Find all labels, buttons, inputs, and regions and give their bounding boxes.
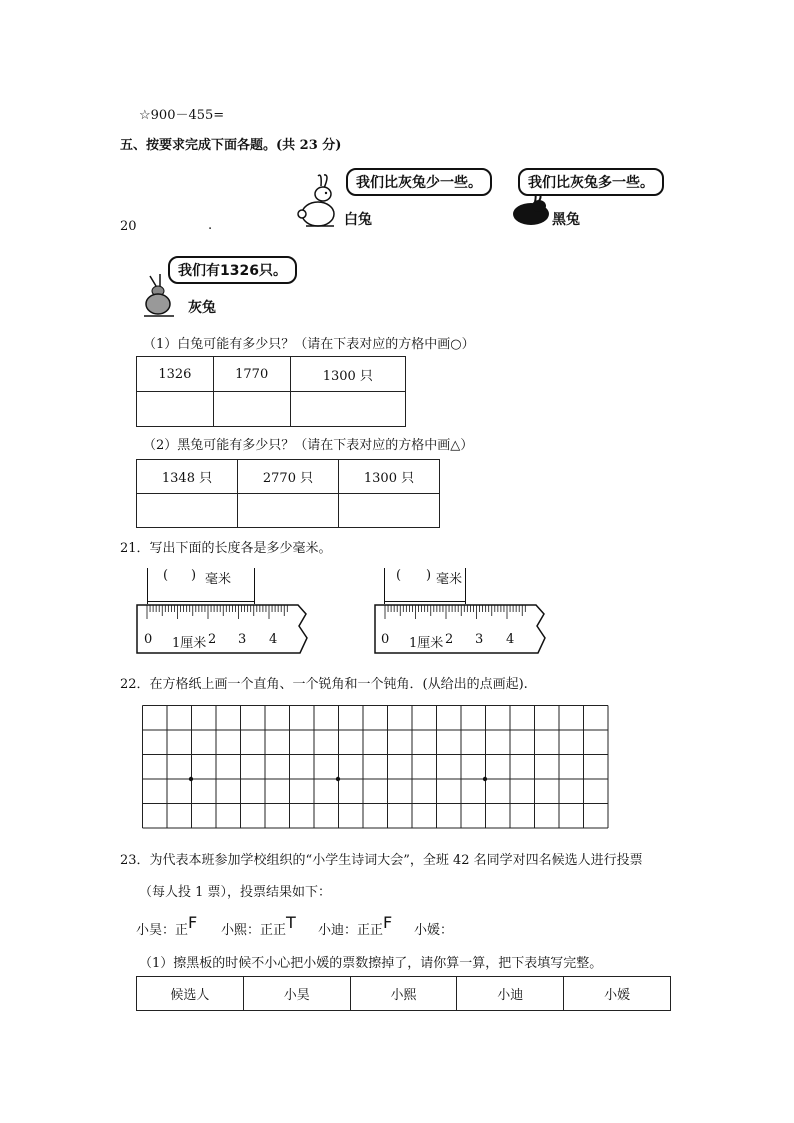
ruler2-label: 4 [506,632,515,647]
table2-answer-cell[interactable] [238,494,339,528]
ruler1-paren-right: ) [191,568,197,583]
q21-text: 21．写出下面的长度各是多少毫米。 [120,541,332,556]
ruler2-label: 0 [381,632,390,647]
vote-table [136,976,671,1011]
gray-rabbit-label: 灰兔 [188,300,216,316]
table2-cell: 1348 只 [137,460,238,494]
ruler2-paren-right: ) [426,568,432,583]
ruler2-measure [384,568,466,604]
vote-header-cell: 小媛 [564,977,671,1011]
tally-row [136,913,198,938]
table1-answer-cell[interactable] [290,392,405,427]
star-problem: ☆900－455= [139,108,225,123]
table2-answer-cell[interactable] [339,494,440,528]
grid-paper[interactable] [142,705,610,829]
ruler1 [136,604,312,654]
tally-name: 小迪： [318,923,358,938]
tally-marks: 正 [175,923,189,938]
white-rabbit-icon [296,172,344,230]
tally-row [414,919,453,938]
vote-header-cell: 小熙 [350,977,457,1011]
vote-header-cell: 候选人 [137,977,244,1011]
tally-row [221,913,296,938]
ruler2-label: 2 [445,632,454,647]
vote-header-cell: 小迪 [457,977,564,1011]
ruler1-measure [147,568,255,604]
table1-cell: 1770 [213,357,290,392]
tally-name: 小昊： [136,923,176,938]
q20-part2: （2）黑兔可能有多少只？（请在下表对应的方格中画△） [143,438,474,453]
q20-dot: . [208,218,213,233]
grid-start-point[interactable] [483,777,487,781]
tally-partial: T [286,913,296,932]
white-rabbit-table [136,356,406,427]
tally-partial: F [383,913,393,932]
black-rabbit-icon [509,192,551,228]
q20-number: 20 [120,219,137,234]
gray-rabbit-bubble: 我们有1326只。 [168,256,297,284]
q20-part1: （1）白兔可能有多少只？（请在下表对应的方格中画○） [143,337,475,352]
tally-marks: 正正 [260,923,287,938]
black-rabbit-bubble: 我们比灰兔多一些。 [518,168,664,196]
ruler1-label: 1厘米 [172,636,207,651]
ruler1-label: 3 [238,632,247,647]
ruler2-label: 3 [475,632,484,647]
tally-name: 小熙： [221,923,261,938]
black-rabbit-table [136,459,440,528]
table2-cell: 1300 只 [339,460,440,494]
table1-cell: 1326 [137,357,214,392]
table1-answer-cell[interactable] [213,392,290,427]
grid-start-point[interactable] [336,777,340,781]
tally-partial: F [188,913,198,932]
white-rabbit-label: 白兔 [344,212,372,228]
white-rabbit-bubble: 我们比灰兔少一些。 [346,168,492,196]
ruler1-label: 4 [269,632,278,647]
table2-cell: 2770 只 [238,460,339,494]
table1-cell: 1300 只 [290,357,405,392]
tally-marks: 正正 [357,923,384,938]
table1-answer-cell[interactable] [137,392,214,427]
ruler2-label: 1厘米 [409,636,444,651]
q23-text-line1: 23．为代表本班参加学校组织的“小学生诗词大会”，全班 42 名同学对四名候选人进行投票 [120,853,643,868]
tally-name: 小媛： [414,923,454,938]
q22-text: 22．在方格纸上画一个直角、一个锐角和一个钝角．(从给出的点画起). [120,677,528,692]
ruler2-unit[interactable]: 毫米 [436,572,463,587]
section-title: 五、按要求完成下面各题。(共 23 分) [120,138,342,153]
q23-text-line2: （每人投 1 票），投票结果如下： [139,885,332,900]
black-rabbit-label: 黑兔 [552,212,580,228]
ruler2 [374,604,550,654]
ruler1-label: 2 [208,632,217,647]
ruler1-unit[interactable]: 毫米 [205,572,232,587]
q23-part1: （1）擦黑板的时候不小心把小媛的票数擦掉了，请你算一算，把下表填写完整。 [139,956,603,971]
vote-header-cell: 小昊 [243,977,350,1011]
grid-start-point[interactable] [189,777,193,781]
ruler1-paren-left: ( [163,568,169,583]
ruler1-label: 0 [144,632,153,647]
table2-answer-cell[interactable] [137,494,238,528]
ruler2-paren-left: ( [396,568,402,583]
tally-row [318,913,393,938]
